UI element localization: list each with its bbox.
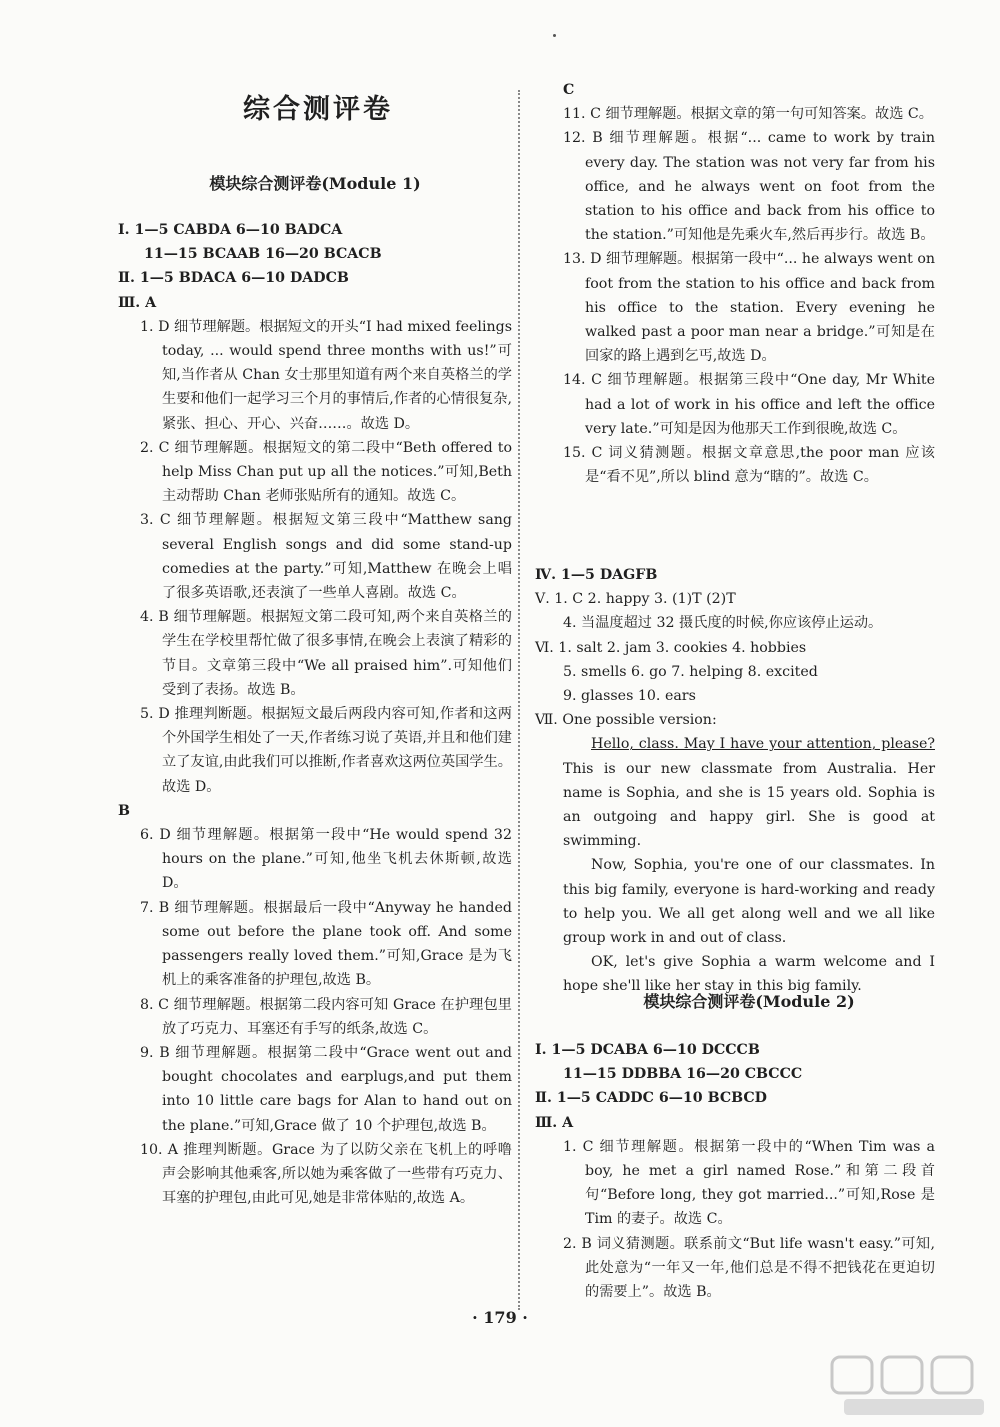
answer-line: 4. 当温度超过 32 摄氏度的时候,你应该停止运动。 xyxy=(563,615,883,632)
module1-body xyxy=(118,218,512,1210)
page-number: · 179 · xyxy=(472,1308,528,1327)
module1-tail xyxy=(535,563,935,999)
essay-paragraph xyxy=(563,732,935,853)
module2-title: 模块综合测评卷(Module 2) xyxy=(643,992,855,1011)
answer-line: 11—15 BCAAB 16—20 BCACB xyxy=(144,246,382,263)
answer-line: Ⅳ. 1—5 DAGFB xyxy=(535,567,658,583)
essay-text: This is our new classmate from Australia. Her name is Sophia, and she is 15 years old. Sophia is an outgoing and happy girl. She is good at swimming. xyxy=(563,760,935,850)
column-divider xyxy=(518,90,520,1310)
section-label: Ⅲ. A xyxy=(118,294,157,311)
answer-item: 1. D 细节理解题。根据短文的开头“I had mixed feelings today, ... would spend three months with us!”可知,当作者从 Chan 女士那里知道有两个来自英格兰的学生要和他们一起学习三个月的事情后,作者的心情很复杂,紧张、担心、开心、兴奋……。故选 D。 xyxy=(140,318,512,432)
answer-item: 6. D 细节理解题。根据第一段中“He would spend 32 hours on the plane.”可知,他坐飞机去休斯顿,故选 D。 xyxy=(140,827,512,892)
answer-line: Ⅰ. 1—5 DCABA 6—10 DCCCB xyxy=(535,1042,760,1058)
answer-item: 8. C 细节理解题。根据第二段内容可知 Grace 在护理包里放了巧克力、耳塞还有手写的纸条,故选 C。 xyxy=(140,996,512,1037)
answer-item: 12. B 细节理解题。根据“... came to work by train every day. The station was not very far from his office, and he always went on foot from the station to his office and back from his office to the station.”可知他是先乘火车,然后再步行。故选 B。 xyxy=(563,130,935,244)
answer-item: 4. B 细节理解题。根据短文第二段可知,两个来自英格兰的学生在学校里帮忙做了很多事情,在晚会上表演了精彩的节目。文章第三段中“We all praised him”.可知他们受到了表扬。故选 B。 xyxy=(140,609,512,698)
answer-item: 3. C 细节理解题。根据短文第三段中“Matthew sang several English songs and did some stand-up comedies at the party.”可知,Matthew 在晚会上唱了很多英语歌,还表演了一些单人喜剧。故选 C。 xyxy=(140,512,512,602)
answer-line: 9. glasses 10. ears xyxy=(563,688,696,705)
answer-item: 9. B 细节理解题。根据第二段中“Grace went out and bought chocolates and earplugs,and put them into 10 little care bags for Alan to hand out on the plane.”可知,Grace 做了 10 个护理包,故选 B。 xyxy=(140,1044,512,1134)
sample-essay xyxy=(535,732,935,998)
module1-body-continued xyxy=(563,78,935,489)
answer-line: Ⅱ. 1—5 BDACA 6—10 DADCB xyxy=(118,270,349,287)
watermark-logo xyxy=(824,1351,994,1421)
section-label: C xyxy=(563,82,575,98)
section-label: Ⅲ. A xyxy=(535,1114,574,1131)
section-label: B xyxy=(118,802,130,819)
essay-paragraph: Now, Sophia, you're one of our classmates. In this big family, everyone is hard-working and ready to help you. We all get along well and we all like group work in and out of class. xyxy=(563,857,935,947)
answer-line: Ⅴ. 1. C 2. happy 3. (1)T (2)T xyxy=(535,591,736,608)
essay-underlined-text: Hello, class. May I have your attention, please? xyxy=(591,736,935,753)
answer-line: 5. smells 6. go 7. helping 8. excited xyxy=(563,663,818,680)
answer-item: 5. D 推理判断题。根据短文最后两段内容可知,作者和这两个外国学生相处了一天,作者练习说了英语,并且和他们建立了友谊,由此我们可以推断,作者喜欢这两位英国学生。故选 D。 xyxy=(140,706,512,795)
answer-item: 11. C 细节理解题。根据文章的第一句可知答案。故选 C。 xyxy=(563,106,933,123)
module1-title: 模块综合测评卷(Module 1) xyxy=(209,174,421,193)
answer-item: 2. B 词义猜测题。联系前文“But life wasn't easy.”可知,此处意为“一年又一年,他们总是不得不把钱花在更迫切的需要上”。故选 B。 xyxy=(563,1235,935,1301)
answer-item: 15. C 词义猜测题。根据文章意思,the poor man 应该是“看不见”,所以 blind 意为“瞎的”。故选 C。 xyxy=(563,445,935,486)
answer-item: 10. A 推理判断题。Grace 为了以防父亲在飞机上的呼噜声会影响其他乘客,所以她为乘客做了一些带有巧克力、耳塞的护理包,由此可见,她是非常体贴的,故选 A。 xyxy=(140,1141,512,1207)
print-dot xyxy=(553,34,556,37)
answer-item: 7. B 细节理解题。根据最后一段中“Anyway he handed some out before the plane took off. And some passengers really loved them.”可知,Grace 是为飞机上的乘客准备的护理包,故选 B。 xyxy=(140,899,512,989)
answer-line: 11—15 DDBBA 16—20 CBCCC xyxy=(563,1066,803,1083)
essay-paragraph: OK, let's give Sophia a warm welcome and I hope she'll like her stay in this big family. xyxy=(563,954,935,995)
answer-item: 1. C 细节理解题。根据第一段中的“When Tim was a boy, he met a girl named Rose.”和第二段首句“Before long, they got married...”可知,Rose 是 Tim 的妻子。故选 C。 xyxy=(563,1138,935,1228)
answer-item: 14. C 细节理解题。根据第三段中“One day, Mr White had a lot of work in his office and left the office very late.”可知是因为他那天工作到很晚,故选 C。 xyxy=(563,372,935,437)
answer-item: 13. D 细节理解题。根据第一段中“... he always went on foot from the station to his office and back from his office to the station. Every evening he walked past a poor man near a bridge.”可知是在回家的路上遇到乞丐,故选 D。 xyxy=(563,251,935,365)
answer-line: Ⅶ. One possible version: xyxy=(535,712,717,729)
answer-line: Ⅵ. 1. salt 2. jam 3. cookies 4. hobbies xyxy=(535,639,807,656)
answer-line: Ⅱ. 1—5 CADDC 6—10 BCBCD xyxy=(535,1090,767,1107)
page-title: 综合测评卷 xyxy=(243,94,393,125)
answer-item: 2. C 细节理解题。根据短文的第二段中“Beth offered to help Miss Chan put up all the notices.”可知,Beth 主动帮助 Chan 老师张贴所有的通知。故选 C。 xyxy=(140,439,512,505)
module2-body xyxy=(535,1038,935,1304)
answer-line: Ⅰ. 1—5 CABDA 6—10 BADCA xyxy=(118,222,343,238)
